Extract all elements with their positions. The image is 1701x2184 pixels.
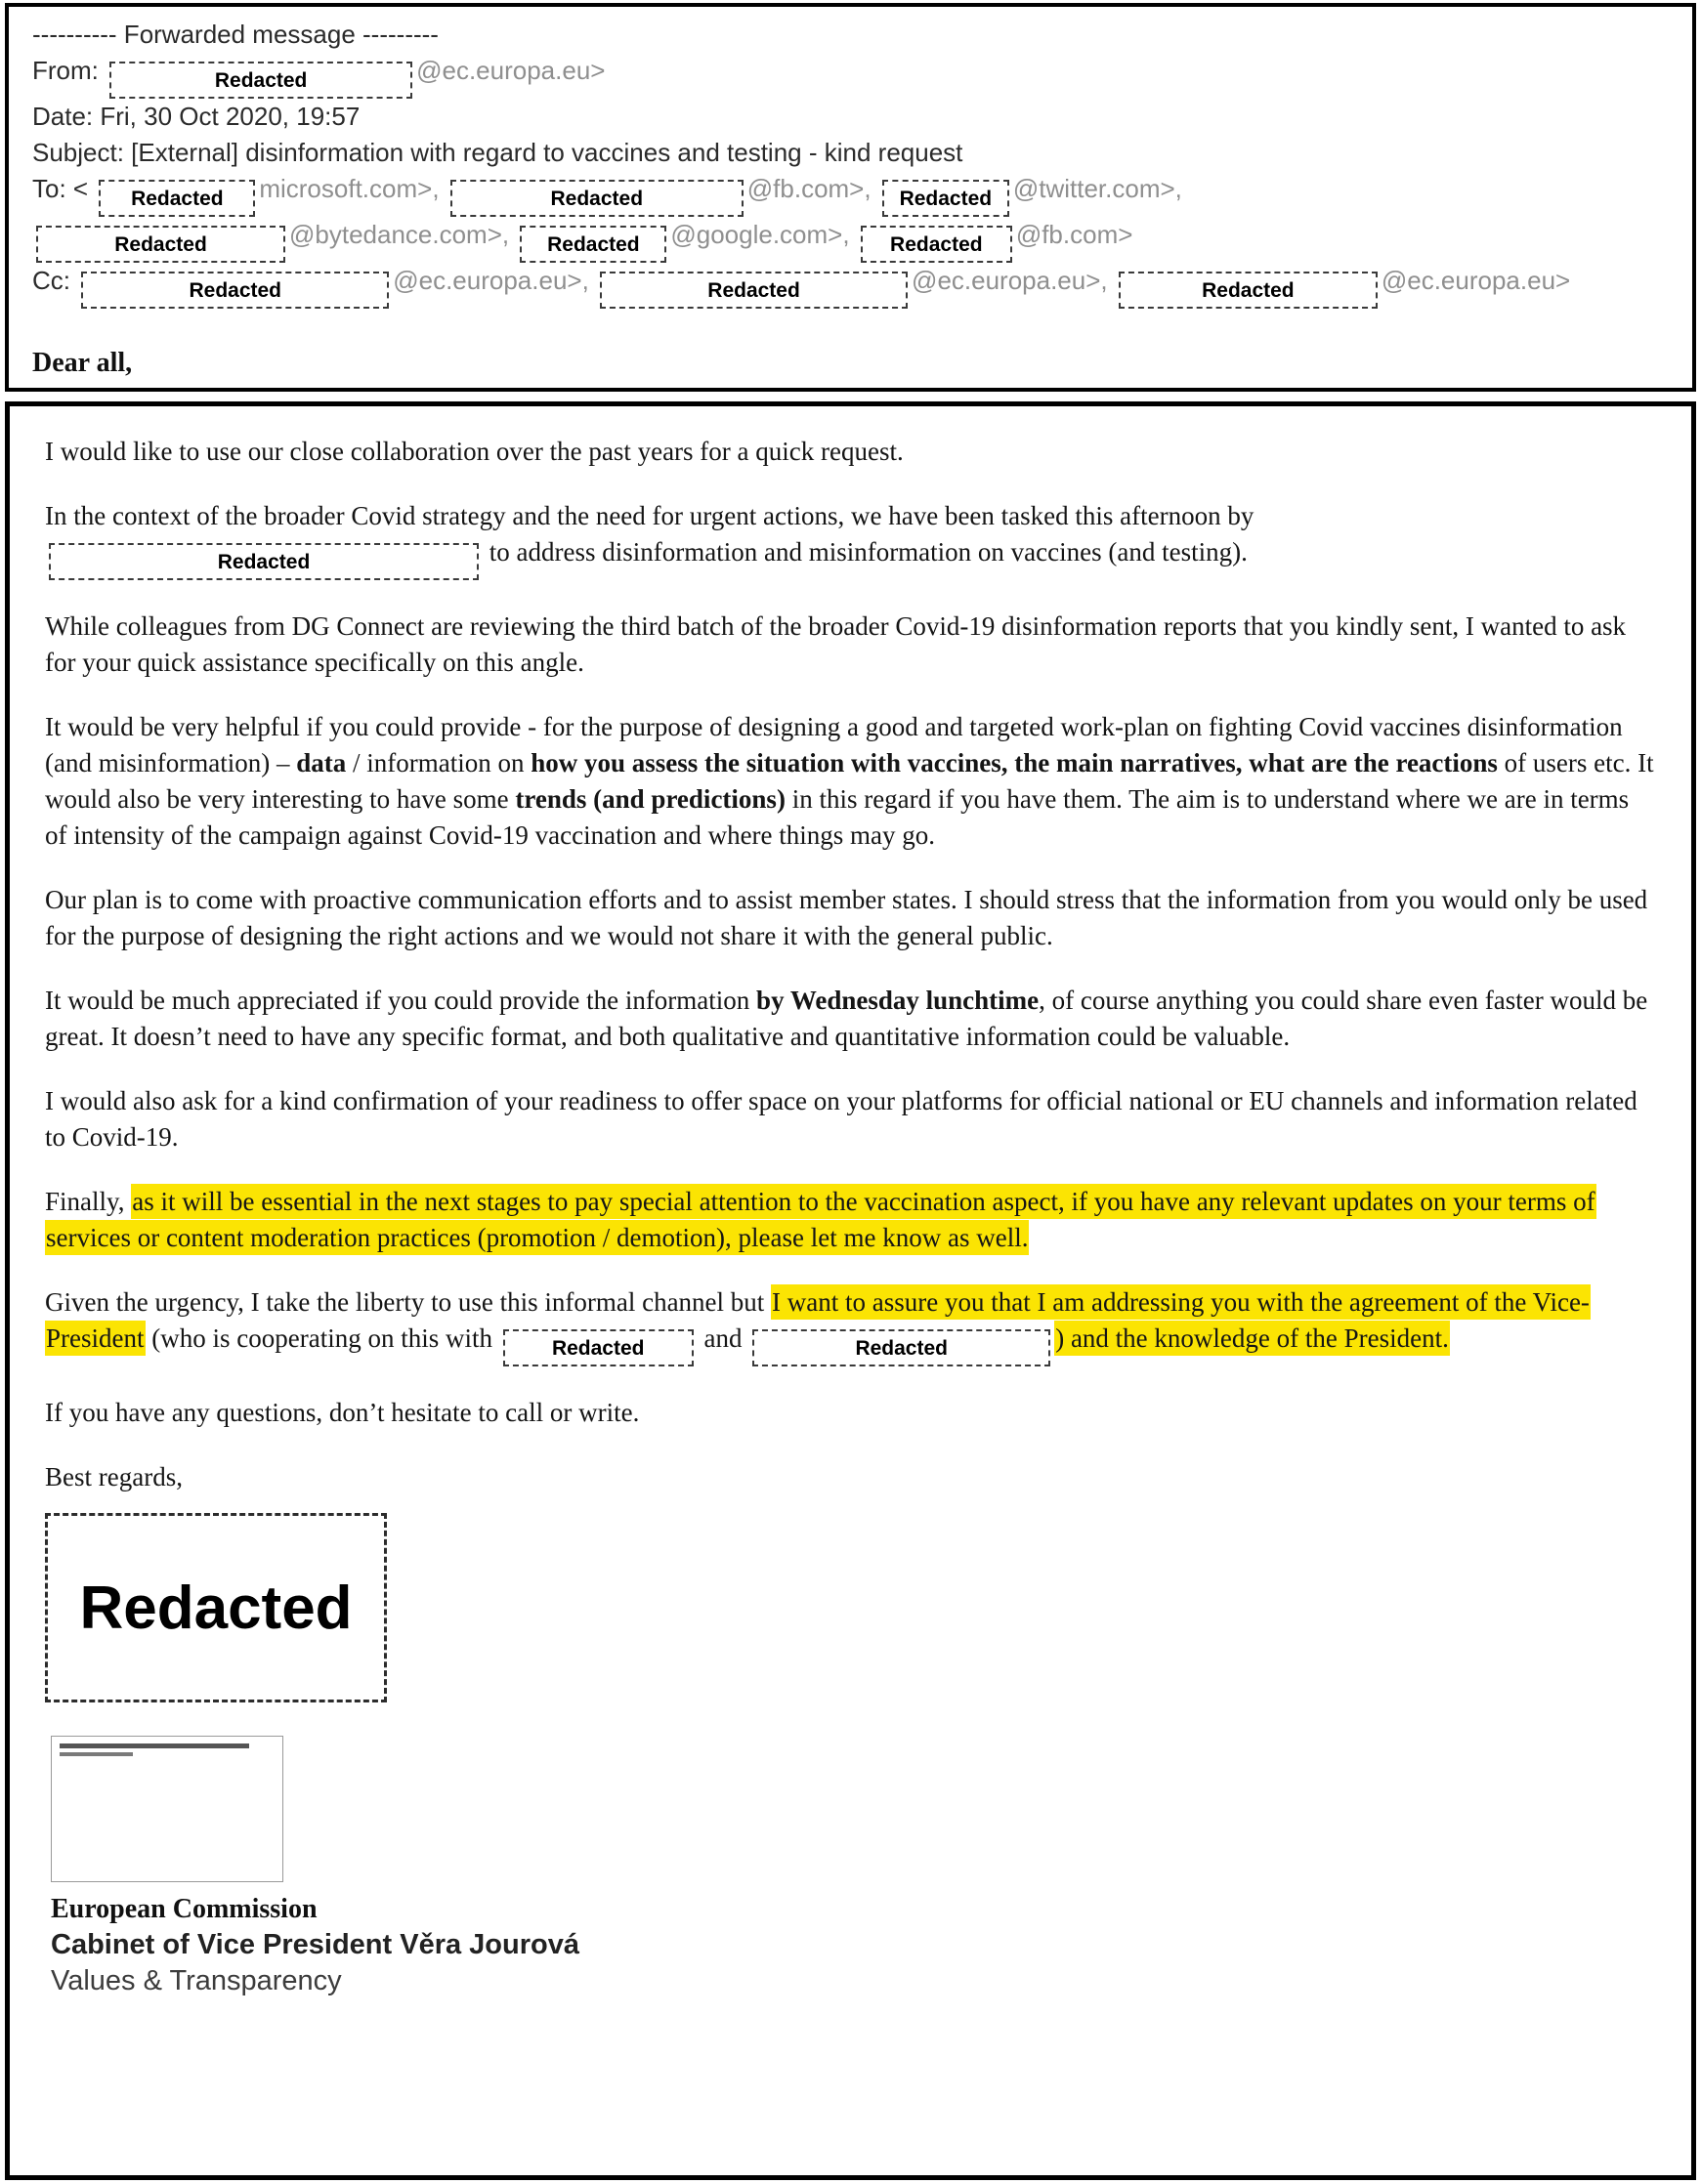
redaction-box: Redacted xyxy=(81,272,389,309)
smudged-text-line xyxy=(60,1743,249,1748)
redaction-box: Redacted xyxy=(1119,272,1378,309)
header-line xyxy=(32,99,1679,135)
text-segment: microsoft.com>, xyxy=(259,174,447,203)
text-segment: I would like to use our close collaboration over the past years for a quick request. xyxy=(45,437,904,466)
salutation: Dear all, xyxy=(32,348,133,378)
text-segment: by Wednesday lunchtime xyxy=(756,986,1040,1015)
header-line xyxy=(32,263,1679,309)
body-paragraph xyxy=(45,1184,1654,1256)
text-segment: @google.com>, xyxy=(670,220,857,249)
text-segment: data xyxy=(296,748,347,777)
text-segment: and xyxy=(697,1323,749,1353)
text-segment: , of course anything you could share even faster would be great. It doesn’t need to have any specific format, and both qualitative and quantitative information could be valuable. xyxy=(45,986,1648,1051)
text-segment: trends (and predictions) xyxy=(515,784,786,814)
redaction-box: Redacted xyxy=(520,226,666,263)
text-segment: I would also ask for a kind confirmation of your readiness to offer space on your platforms for official national or EU channels and information related to Covid-19. xyxy=(45,1086,1637,1152)
text-segment: While colleagues from DG Connect are reviewing the third batch of the broader Covid-19 disinformation reports that you kindly sent, I wanted to ask for your quick assistance specifically on this angle. xyxy=(45,611,1627,677)
text-segment: to address disinformation and misinformation on vaccines (and testing). xyxy=(483,537,1248,567)
email-header-box xyxy=(5,3,1696,392)
body-paragraph xyxy=(45,434,1654,470)
redaction-box: Redacted xyxy=(49,543,479,580)
text-segment: Subject: [External] disinformation with regard to vaccines and testing - kind request xyxy=(32,138,963,167)
body-paragraph xyxy=(45,1083,1654,1155)
body-paragraph xyxy=(45,983,1654,1055)
text-segment: @fb.com> xyxy=(1015,220,1133,249)
signature-cabinet: Cabinet of Vice President Věra Jourová xyxy=(51,1929,579,1960)
header-line xyxy=(32,53,1679,99)
text-segment: I want to assure you that I am addressing you with the agreement of the Vice-President xyxy=(45,1284,1591,1356)
text-segment: It would be very helpful if you could provide - for the purpose of designing a good and targeted work-plan on fighting Covid vaccines disinformation (and misinformation) – xyxy=(45,712,1623,777)
header-line xyxy=(32,135,1679,171)
redaction-box: Redacted xyxy=(99,180,255,217)
text-segment: Given the urgency, I take the liberty to use this informal channel but xyxy=(45,1287,772,1317)
header-line xyxy=(32,171,1679,263)
text-segment: Date: Fri, 30 Oct 2020, 19:57 xyxy=(32,102,361,131)
text-segment: (who is cooperating on this with xyxy=(145,1323,499,1353)
text-segment: @ec.europa.eu> xyxy=(1381,266,1571,295)
body-paragraph xyxy=(45,1459,1654,1495)
redaction-box: Redacted xyxy=(861,226,1012,263)
email-body-box xyxy=(5,401,1696,2180)
text-segment: in this regard if you have them. The aim is to understand where we are in terms of intensity of the campaign against Covid-19 vaccination and where things may go. xyxy=(45,784,1630,850)
text-segment: Best regards, xyxy=(45,1462,183,1491)
text-segment: how you assess the situation with vaccines, the main narratives, what are the reactions xyxy=(531,748,1498,777)
body-paragraph xyxy=(45,709,1654,854)
header-line xyxy=(32,17,1679,53)
text-segment: Our plan is to come with proactive communication efforts and to assist member states. I should stress that the information from you would only be used for the purpose of designing the right actions and we would not share it with the general public. xyxy=(45,885,1648,950)
text-segment: To: < xyxy=(32,174,96,203)
redaction-box: Redacted xyxy=(752,1329,1050,1366)
text-segment: Finally, xyxy=(45,1187,132,1216)
text-segment: @fb.com>, xyxy=(746,174,878,203)
redaction-box: Redacted xyxy=(109,62,412,99)
email-body-paragraphs xyxy=(45,434,1654,1495)
text-segment: of users etc. It would also be very interesting to have some xyxy=(45,748,1654,814)
smudged-text-line xyxy=(60,1752,133,1756)
signature-org-name: European Commission xyxy=(51,1894,318,1924)
redaction-box: Redacted xyxy=(450,180,744,217)
redaction-box: Redacted xyxy=(882,180,1009,217)
embedded-image-placeholder xyxy=(51,1736,283,1882)
text-segment: From: xyxy=(32,56,106,85)
text-segment: @twitter.com>, xyxy=(1012,174,1182,203)
body-paragraph xyxy=(45,609,1654,681)
text-segment: @ec.europa.eu>, xyxy=(912,266,1115,295)
text-segment: It would be much appreciated if you could provide the information xyxy=(45,986,757,1015)
body-paragraph xyxy=(45,1395,1654,1431)
text-segment: / information on xyxy=(346,748,532,777)
text-segment: as it will be essential in the next stages to pay special attention to the vaccination aspect, if you have any relevant updates on your terms of services or content moderation practices (promotion / demotion), please let me know as well. xyxy=(45,1184,1596,1255)
body-paragraph xyxy=(45,498,1654,580)
email-header-lines xyxy=(32,17,1679,309)
redaction-box-large xyxy=(45,1513,387,1702)
redaction-label: Redacted xyxy=(79,1574,353,1642)
redaction-box: Redacted xyxy=(600,272,908,309)
text-segment: ) and the knowledge of the President. xyxy=(1054,1321,1450,1356)
signature-unit: Values & Transparency xyxy=(51,1965,342,1996)
body-paragraph xyxy=(45,1284,1654,1366)
text-segment: @ec.europa.eu> xyxy=(416,56,606,85)
text-segment: Cc: xyxy=(32,266,78,295)
redaction-box: Redacted xyxy=(503,1329,694,1366)
text-segment: ---------- Forwarded message --------- xyxy=(32,20,439,49)
body-paragraph xyxy=(45,882,1654,954)
text-segment: If you have any questions, don’t hesitate to call or write. xyxy=(45,1398,640,1427)
text-segment: @bytedance.com>, xyxy=(289,220,517,249)
text-segment: In the context of the broader Covid strategy and the need for urgent actions, we have been tasked this afternoon by xyxy=(45,501,1254,530)
text-segment: @ec.europa.eu>, xyxy=(393,266,597,295)
redaction-box: Redacted xyxy=(36,226,285,263)
